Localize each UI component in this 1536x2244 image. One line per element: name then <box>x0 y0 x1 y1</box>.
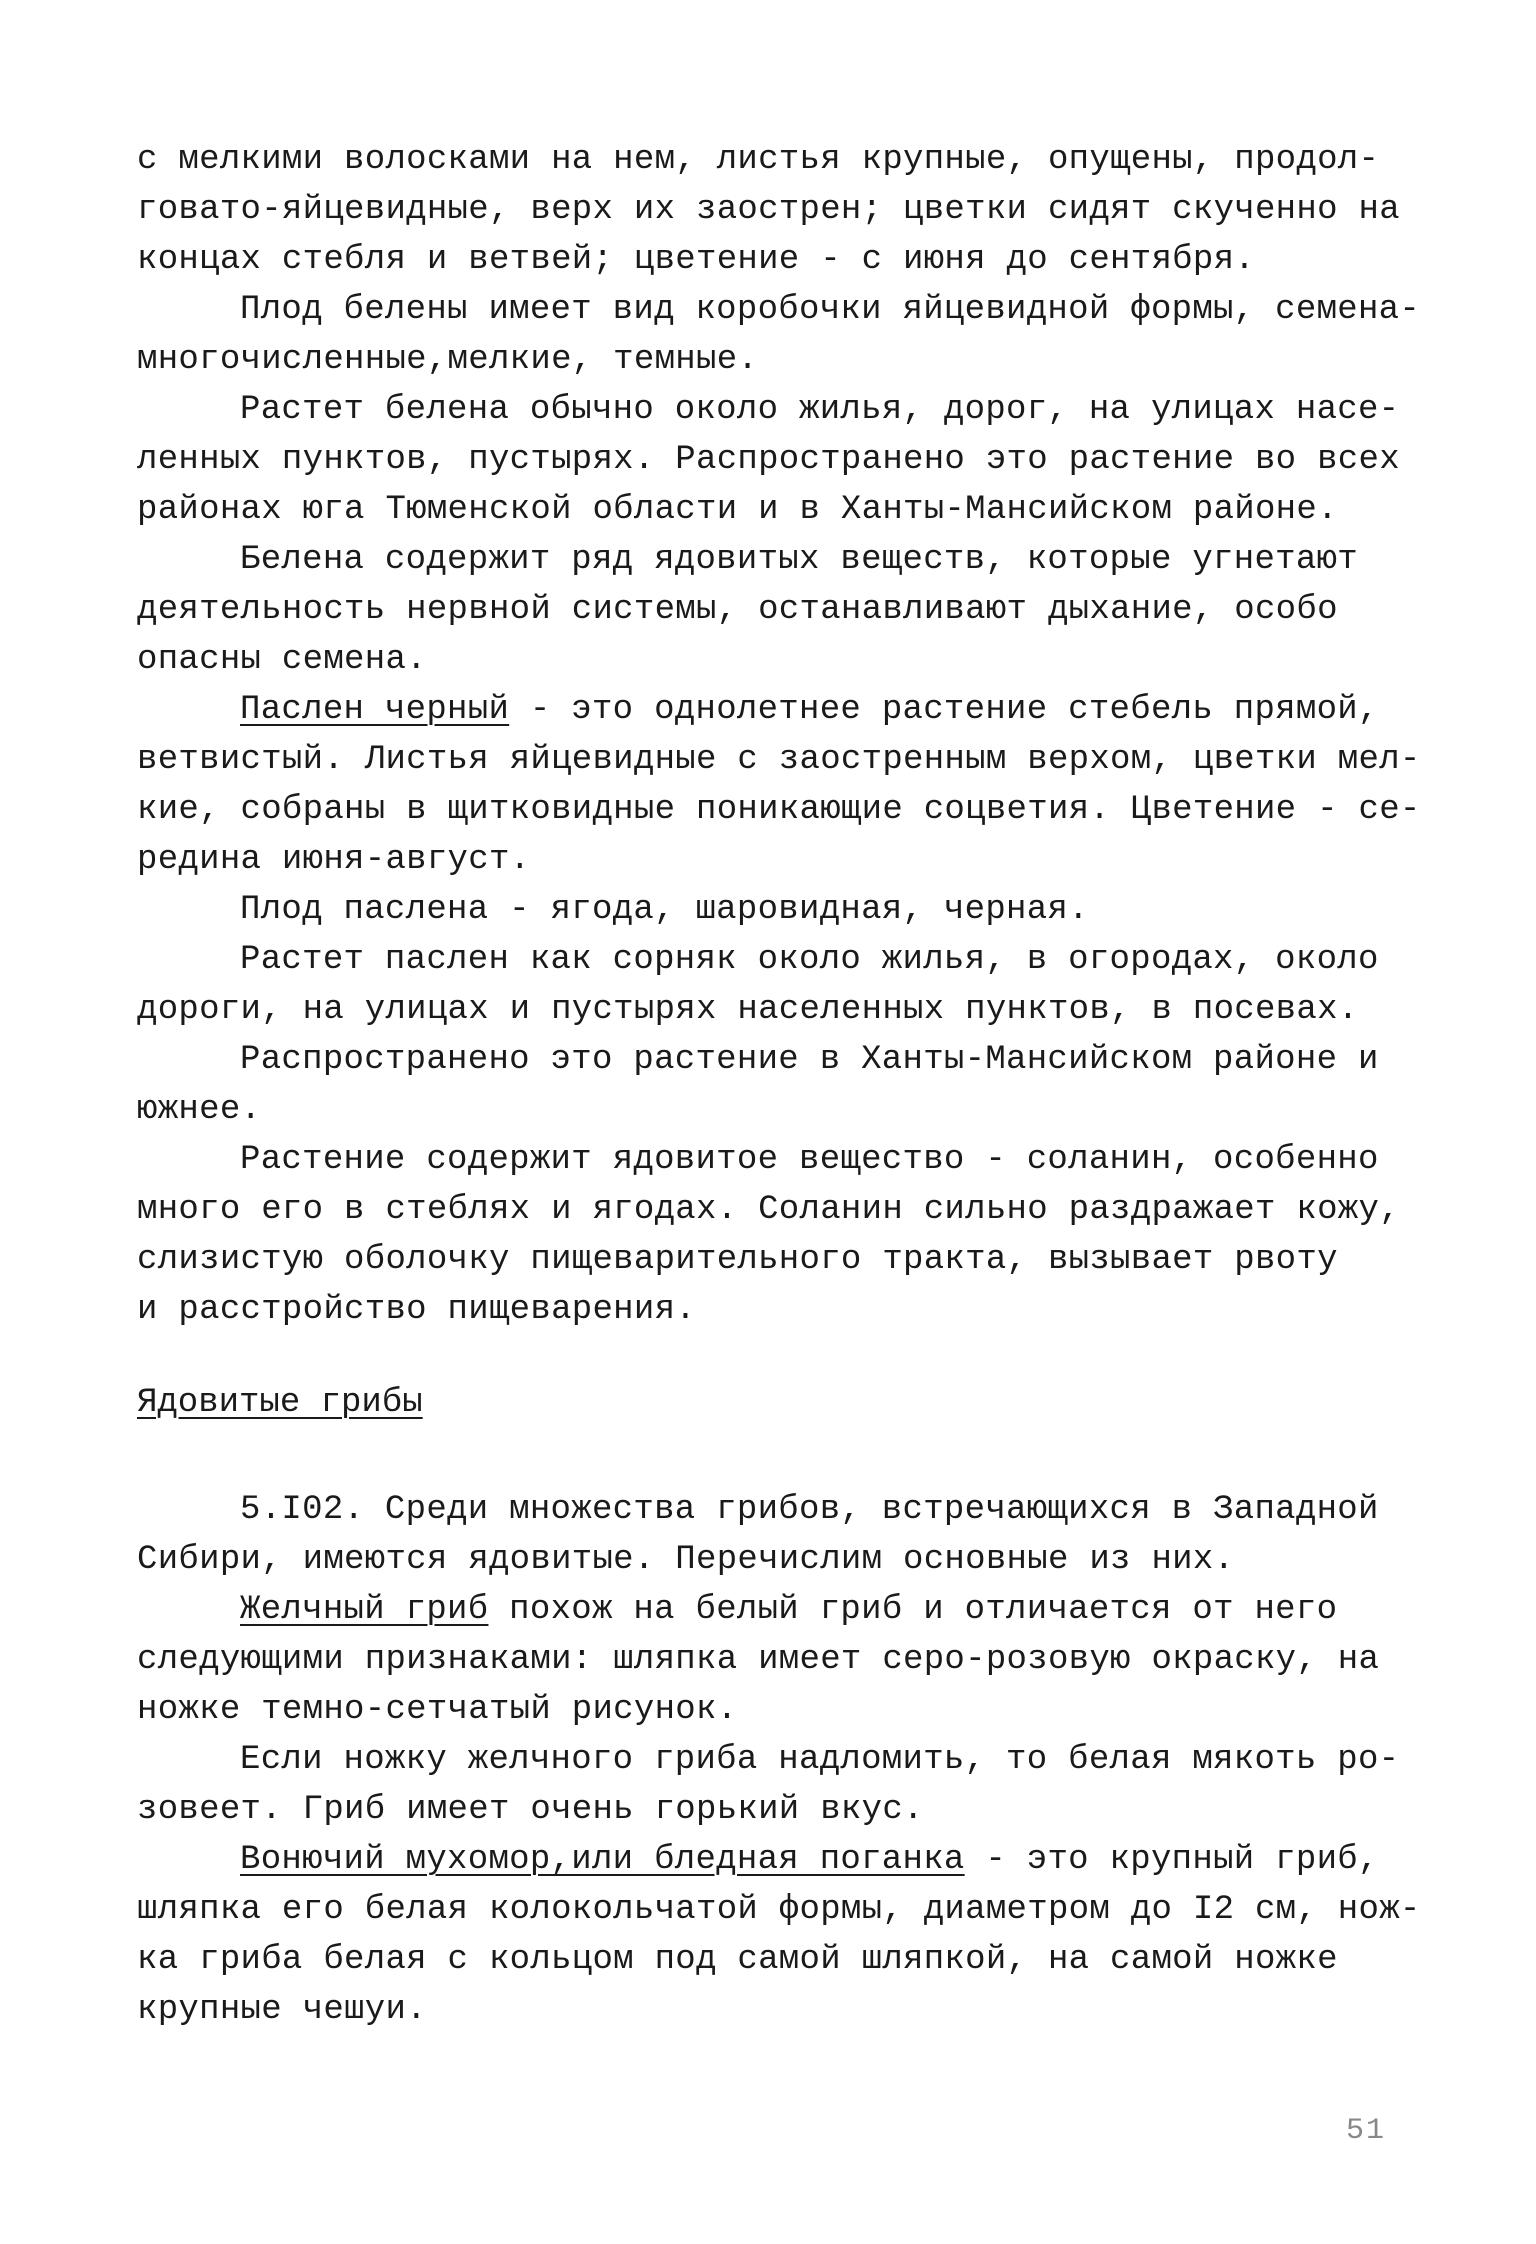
text-line: с мелкими волосками на нем, листья крупные, опущены, продол- <box>137 141 1380 179</box>
paslen-section <box>137 685 1421 1335</box>
text-line: многочисленные,мелкие, темные. <box>137 341 759 379</box>
text-line: опасны семена. <box>137 641 427 679</box>
text-line: много его в стеблях и ягодах. Соланин сильно раздражает кожу, <box>137 1191 1400 1229</box>
text-line: Распространено это растение в Ханты-Мансийском районе и <box>240 1041 1379 1079</box>
text-line: Растение содержит ядовитое вещество - соланин, особенно <box>240 1141 1379 1179</box>
text-line: Плод паслена - ягода, шаровидная, черная. <box>240 891 1089 929</box>
text-line: ножке темно-сетчатый рисунок. <box>137 1691 738 1729</box>
term-mukhomor: Вонючий мухомор,или бледная поганка <box>240 1841 965 1879</box>
text-line: концах стебля и ветвей; цветение - с июня до сентября. <box>137 241 1255 279</box>
term-zhelchny-grib: Желчный гриб <box>240 1591 489 1629</box>
term-paslen: Паслен черный <box>240 691 510 729</box>
page-number: 51 <box>1346 2114 1387 2148</box>
text-line: и расстройство пищеварения. <box>137 1291 696 1329</box>
text-line <box>137 1585 1397 1635</box>
text-line: 5.I02. Среди множества грибов, встречающихся в Западной <box>240 1491 1379 1529</box>
text-line: деятельность нервной системы, останавливают дыхание, особо <box>137 591 1338 629</box>
section-heading: Ядовитые грибы <box>137 1384 423 1422</box>
belena-section <box>137 135 1421 685</box>
text-line: редина июня-август. <box>137 841 531 879</box>
text-line: Растет паслен как сорняк около жилья, в огородах, около <box>240 941 1379 979</box>
text-line: ветвистый. Листья яйцевидные с заостренным верхом, цветки мел- <box>137 741 1421 779</box>
text-fragment: похож на белый гриб и отличается от него <box>488 1591 1338 1629</box>
text-line: крупные чешуи. <box>137 1991 427 2029</box>
text-line: говато-яйцевидные, верх их заострен; цветки сидят скученно на <box>137 191 1400 229</box>
text-line: кие, собраны в щитковидные поникающие соцветия. Цветение - се- <box>137 791 1421 829</box>
text-line: следующими признаками: шляпка имеет серо-розовую окраску, на <box>137 1641 1380 1679</box>
text-line: южнее. <box>137 1091 262 1129</box>
text-fragment: - это крупный гриб, <box>964 1841 1379 1879</box>
text-line: Плод белены имеет вид коробочки яйцевидной формы, семена- <box>240 291 1421 329</box>
text-line: Белена содержит ряд ядовитых веществ, которые угнетают <box>240 541 1358 579</box>
text-fragment: - это однолетнее растение стебель прямой, <box>509 691 1379 729</box>
text-line: ленных пунктов, пустырях. Распространено это растение во всех <box>137 441 1400 479</box>
text-line: зовеет. Гриб имеет очень горький вкус. <box>137 1791 924 1829</box>
text-line: слизистую оболочку пищеварительного тракта, вызывает рвоту <box>137 1241 1338 1279</box>
text-line: Сибири, имеются ядовитые. Перечислим основные из них. <box>137 1541 1235 1579</box>
text-line: Растет белена обычно около жилья, дорог, на улицах насе- <box>240 391 1400 429</box>
text-line <box>137 685 1397 735</box>
text-line: районах юга Тюменской области и в Ханты-Мансийском районе. <box>137 491 1338 529</box>
text-line: шляпка его белая колокольчатой формы, диаметром до I2 см, нож- <box>137 1891 1421 1929</box>
text-line <box>137 1835 1397 1885</box>
text-line: Если ножку желчного гриба надломить, то белая мякоть ро- <box>240 1741 1400 1779</box>
text-line: ка гриба белая с кольцом под самой шляпкой, на самой ножке <box>137 1941 1338 1979</box>
text-line: дороги, на улицах и пустырях населенных пунктов, в посевах. <box>137 991 1359 1029</box>
mushrooms-section <box>137 1485 1421 2035</box>
